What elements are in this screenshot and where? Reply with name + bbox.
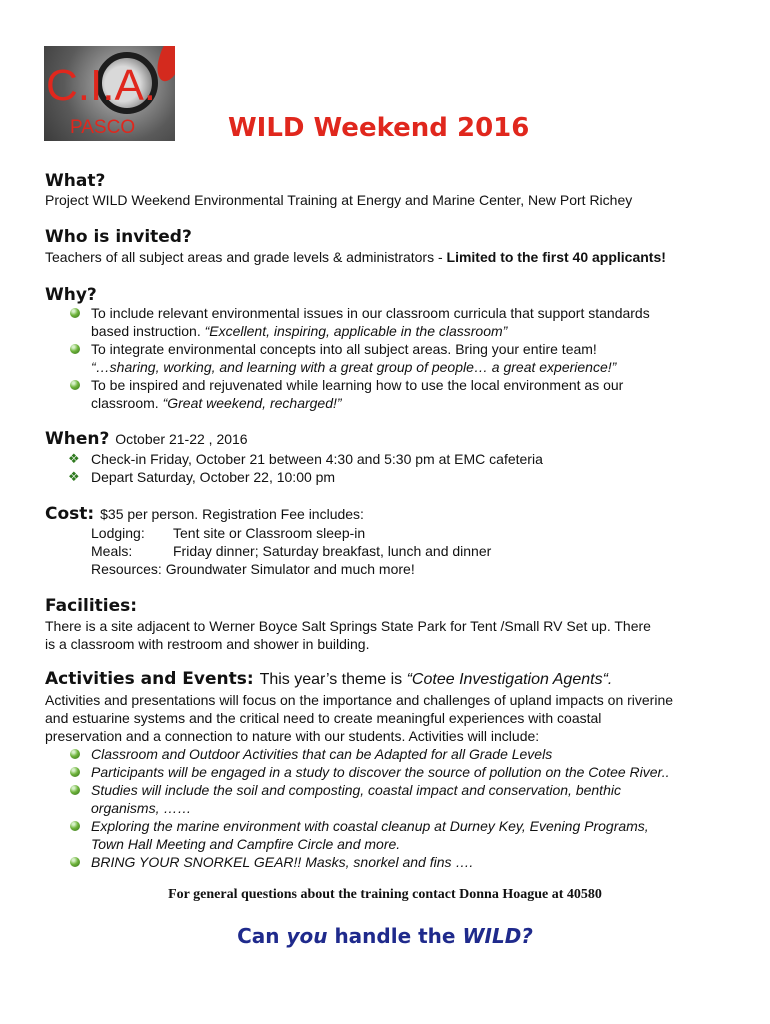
facilities-line: is a classroom with restroom and shower in building. bbox=[45, 636, 370, 652]
cost-row-label: Resources: bbox=[91, 561, 162, 577]
activity-item bbox=[91, 745, 731, 763]
cost-row-value: Friday dinner; Saturday breakfast, lunch and dinner bbox=[173, 543, 492, 559]
when-item-text: Check-in Friday, October 21 between 4:30 and 5:30 pm at EMC cafeteria bbox=[91, 451, 543, 467]
activity-item-line: Classroom and Outdoor Activities that can be Adapted for all Grade Levels bbox=[91, 746, 553, 762]
activities-heading-row bbox=[45, 670, 612, 690]
when-item bbox=[68, 468, 731, 486]
closing-part: Can bbox=[237, 924, 287, 948]
document-title: WILD Weekend 2016 bbox=[228, 113, 530, 143]
why-quote: “Excellent, inspiring, applicable in the classroom” bbox=[204, 323, 508, 339]
why-item bbox=[91, 304, 731, 340]
when-heading: When? bbox=[45, 429, 110, 449]
why-item-line: classroom. bbox=[91, 395, 163, 411]
bullet-icon bbox=[70, 308, 80, 318]
closing-emphasis: you bbox=[286, 924, 328, 948]
cost-row-label: Meals: bbox=[91, 543, 133, 559]
cost-row-label: Lodging: bbox=[91, 525, 145, 541]
activity-item bbox=[91, 763, 731, 781]
what-text: Project WILD Weekend Environmental Training at Energy and Marine Center, New Port Richey bbox=[45, 192, 633, 208]
diamond-bullet-icon: ❖ bbox=[68, 469, 80, 484]
bullet-icon bbox=[70, 857, 80, 867]
activities-heading: Activities and Events: bbox=[45, 669, 254, 689]
logo-cia-text: C.I.A. bbox=[46, 61, 157, 110]
cia-pasco-logo bbox=[44, 46, 175, 141]
activities-line: Activities and presentations will focus on the importance and challenges of upland impacts on riverine bbox=[45, 692, 674, 708]
who-heading: Who is invited? bbox=[45, 227, 192, 247]
why-quote: “Great weekend, recharged!” bbox=[162, 395, 342, 411]
diamond-bullet-icon: ❖ bbox=[68, 451, 80, 466]
when-heading-row bbox=[45, 430, 248, 450]
cost-row bbox=[91, 524, 365, 542]
activity-item-line: Participants will be engaged in a study to discover the source of pollution on the Cotee River.. bbox=[91, 764, 670, 780]
cost-text: $35 per person. Registration Fee includes: bbox=[100, 506, 364, 522]
why-item bbox=[91, 340, 731, 376]
why-item-line: To be inspired and rejuvenated while learning how to use the local environment as our bbox=[91, 377, 624, 393]
cost-row-value: Groundwater Simulator and much more! bbox=[165, 561, 415, 577]
when-dates: October 21-22 , 2016 bbox=[115, 431, 248, 447]
closing-tagline bbox=[0, 924, 770, 948]
facilities-heading: Facilities: bbox=[45, 596, 138, 616]
activity-item bbox=[91, 781, 731, 817]
bullet-icon bbox=[70, 821, 80, 831]
contact-line: For general questions about the training contact Donna Hoague at 40580 bbox=[168, 887, 602, 902]
why-item bbox=[91, 376, 731, 412]
cost-row bbox=[91, 560, 415, 578]
facilities-line: There is a site adjacent to Werner Boyce Salt Springs State Park for Tent /Small RV Set up. There bbox=[45, 618, 651, 634]
bullet-icon bbox=[70, 749, 80, 759]
when-item bbox=[68, 450, 731, 468]
cost-heading-row bbox=[45, 505, 364, 525]
who-text bbox=[45, 248, 666, 266]
logo-pasco-text: PASCO bbox=[70, 117, 136, 138]
cost-row bbox=[91, 542, 491, 560]
bullet-icon bbox=[70, 344, 80, 354]
cost-heading: Cost: bbox=[45, 504, 95, 524]
when-item-text: Depart Saturday, October 22, 10:00 pm bbox=[91, 469, 336, 485]
activity-item-line: Exploring the marine environment with coastal cleanup at Durney Key, Evening Programs, bbox=[91, 818, 649, 834]
who-description: Teachers of all subject areas and grade levels & administrators - bbox=[45, 249, 447, 265]
what-heading: What? bbox=[45, 171, 106, 191]
cost-row-value: Tent site or Classroom sleep-in bbox=[173, 525, 366, 541]
activity-item bbox=[91, 817, 731, 853]
activity-item bbox=[91, 853, 731, 871]
activity-item-line: Town Hall Meeting and Campfire Circle and more. bbox=[91, 836, 401, 852]
bullet-icon bbox=[70, 767, 80, 777]
why-heading: Why? bbox=[45, 285, 97, 305]
why-item-line: To integrate environmental concepts into all subject areas. Bring your entire team! bbox=[91, 341, 597, 357]
theme-prefix: This year’s theme is bbox=[259, 671, 407, 688]
bullet-icon bbox=[70, 785, 80, 795]
why-item-line: To include relevant environmental issues in our classroom curricula that support standards bbox=[91, 305, 650, 321]
activities-line: preservation and a connection to nature with our students. Activities will include: bbox=[45, 728, 540, 744]
bullet-icon bbox=[70, 380, 80, 390]
activity-item-line: organisms, …… bbox=[91, 800, 192, 816]
closing-part: handle the bbox=[327, 924, 463, 948]
why-item-line: based instruction. bbox=[91, 323, 205, 339]
why-quote: “…sharing, working, and learning with a great group of people… a great experience!” bbox=[91, 359, 617, 375]
activities-line: and estuarine systems and the critical need to create meaningful experiences with coastal bbox=[45, 710, 602, 726]
closing-emphasis: WILD? bbox=[462, 924, 533, 948]
theme-name: “Cotee Investigation Agents“. bbox=[406, 671, 613, 688]
activity-item-line: BRING YOUR SNORKEL GEAR!! Masks, snorkel and fins …. bbox=[91, 854, 474, 870]
activity-item-line: Studies will include the soil and composting, coastal impact and conservation, benthic bbox=[91, 782, 621, 798]
who-limit: Limited to the first 40 applicants! bbox=[446, 249, 666, 265]
